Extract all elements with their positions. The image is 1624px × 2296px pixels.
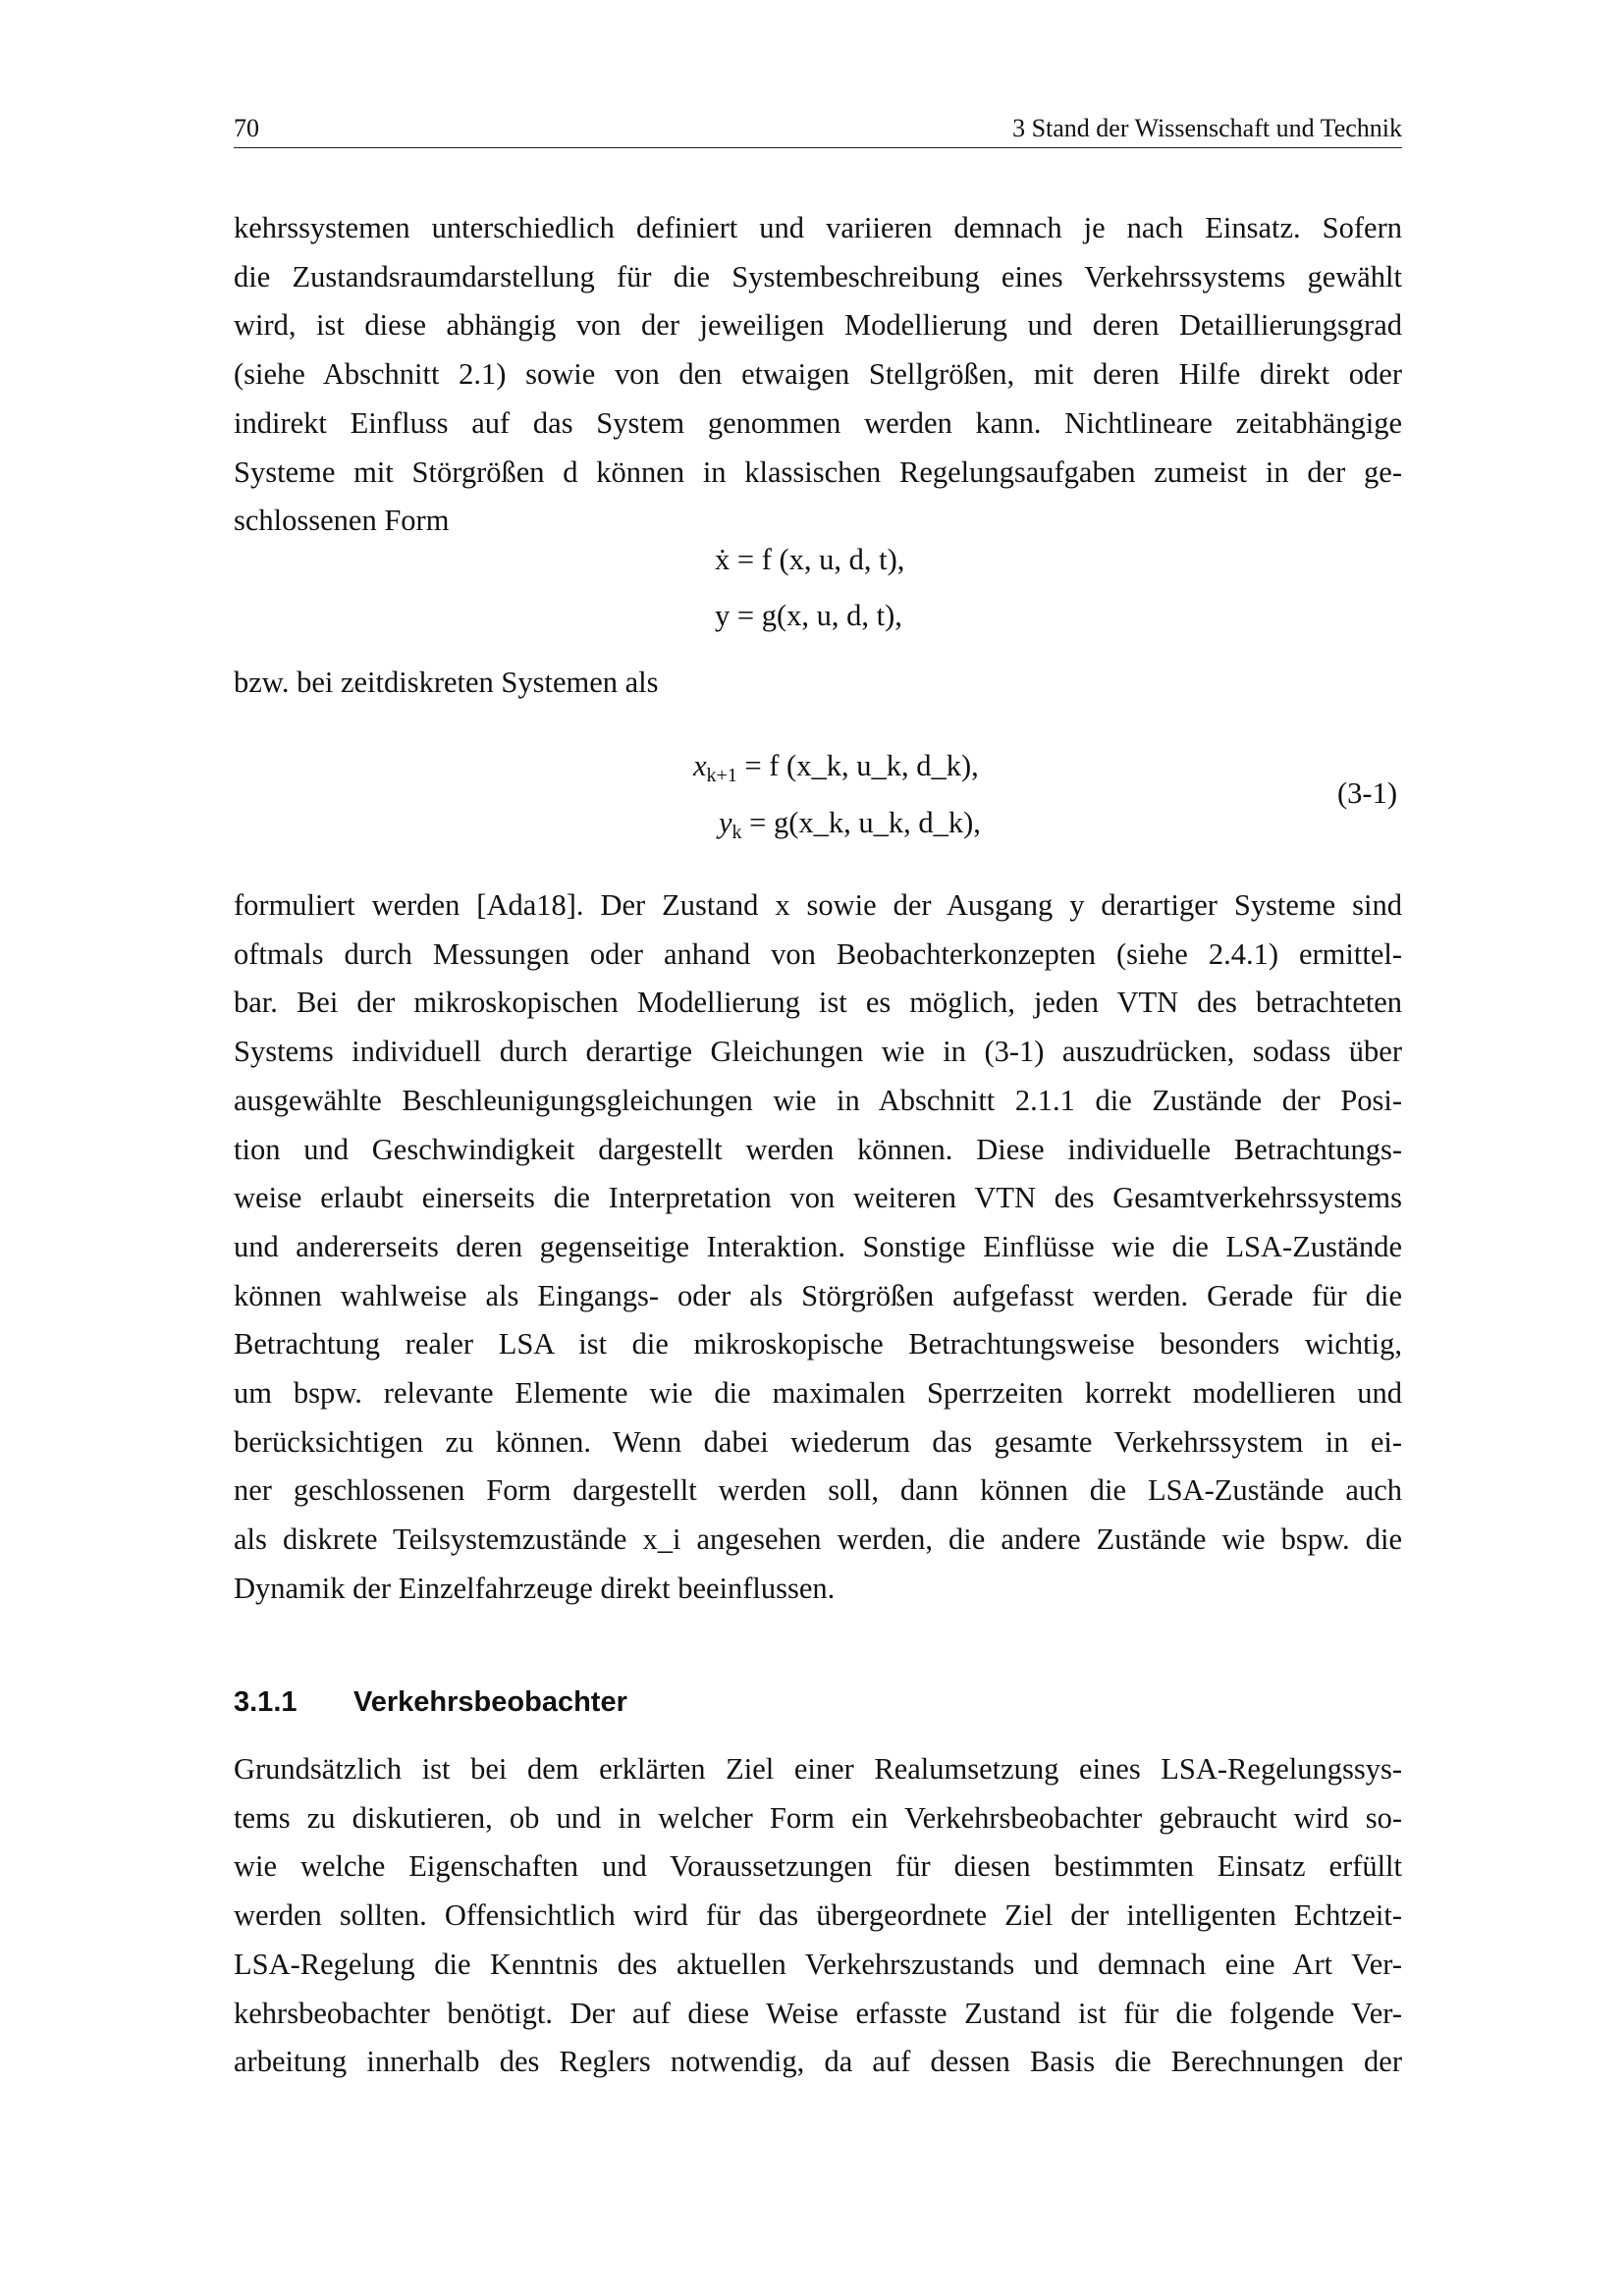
text-line: bar. Bei der mikroskopischen Modellierung ist es möglich, jeden VTN des betrachteten: [234, 986, 1402, 1020]
text-line: Dynamik der Einzelfahrzeuge direkt beeinflussen.: [234, 1571, 836, 1605]
eq-subscript: k: [731, 822, 742, 843]
equation-output-continuous: y = g(x, u, d, t),: [715, 599, 902, 632]
text-line: (siehe Abschnitt 2.1) sowie von den etwaigen Stellgrößen, mit deren Hilfe direkt oder: [234, 357, 1402, 392]
equation-number: (3-1): [1337, 776, 1397, 810]
paragraph-intro: [234, 204, 1402, 546]
text-line: weise erlaubt einerseits die Interpretation von weiteren VTN des Gesamtverkehrssystems: [234, 1181, 1402, 1215]
eq-lhs-y: y: [719, 806, 732, 839]
page-number: 70: [234, 114, 259, 142]
text-line: tems zu diskutieren, ob und in welcher Form ein Verkehrsbeobachter gebraucht wird so-: [234, 1800, 1402, 1835]
chapter-title: 3 Stand der Wissenschaft und Technik: [1012, 114, 1402, 142]
text-line: ausgewählte Beschleunigungsgleichungen wie in Abschnitt 2.1.1 die Zustände der Posi-: [234, 1083, 1402, 1117]
text-line: und andererseits deren gegenseitige Interaktion. Sonstige Einflüsse wie die LSA-Zustände: [234, 1229, 1402, 1263]
text-line: berücksichtigen zu können. Wenn dabei wiederum das gesamte Verkehrssystem in ei-: [234, 1424, 1402, 1459]
text-line: ner geschlossenen Form dargestellt werden soll, dann können die LSA-Zustände auch: [234, 1473, 1402, 1508]
text-line: LSA-Regelung die Kenntnis des aktuellen Verkehrszustands und demnach eine Art Ver-: [234, 1947, 1402, 1981]
eq-rhs: = f (x_k, u_k, d_k),: [744, 749, 979, 782]
text-line: bzw. bei zeitdiskreten Systemen als: [234, 666, 659, 699]
text-line: Systems individuell durch derartige Gleichungen wie in (3-1) auszudrücken, sodass über: [234, 1035, 1402, 1069]
text-line: um bspw. relevante Elemente wie die maximalen Sperrzeiten korrekt modellieren und: [234, 1376, 1402, 1411]
text-line: können wahlweise als Eingangs- oder als Störgrößen aufgefasst werden. Gerade für die: [234, 1278, 1402, 1312]
text-line: indirekt Einfluss auf das System genommen werden kann. Nichtlineare zeitabhängige: [234, 405, 1402, 440]
text-line: werden sollten. Offensichtlich wird für das übergeordnete Ziel der intelligenten Echtzeit-: [234, 1898, 1402, 1933]
eq-lhs-x: x: [693, 749, 707, 782]
text-line: Grundsätzlich ist bei dem erklärten Ziel einer Realumsetzung eines LSA-Regelungssys-: [234, 1752, 1402, 1786]
text-line: wird, ist diese abhängig von der jeweiligen Modellierung und deren Detaillierungsgrad: [234, 308, 1402, 343]
text-line: arbeitung innerhalb des Reglers notwendig, da auf dessen Basis die Berechnungen der: [234, 2045, 1402, 2079]
text-line: tion und Geschwindigkeit dargestellt werden können. Diese individuelle Betrachtungs-: [234, 1132, 1402, 1166]
equation-state-discrete: [693, 749, 979, 786]
text-line: Systeme mit Störgrößen d können in klassischen Regelungsaufgaben zumeist in der ge-: [234, 454, 1402, 489]
section-number: 3.1.1: [234, 1686, 298, 1718]
paragraph-modelling: [234, 881, 1402, 1614]
section-heading: [234, 1686, 627, 1719]
text-line: schlossenen Form: [234, 504, 450, 538]
section-title: Verkehrsbeobachter: [353, 1686, 627, 1718]
text-line: wie welche Eigenschaften und Voraussetzungen für diesen bestimmten Einsatz erfüllt: [234, 1849, 1402, 1884]
text-line: formuliert werden [Ada18]. Der Zustand x sowie der Ausgang y derartiger Systeme sind: [234, 888, 1402, 922]
text-line: Betrachtung realer LSA ist die mikroskopische Betrachtungsweise besonders wichtig,: [234, 1327, 1402, 1362]
text-line: die Zustandsraumdarstellung für die Systembeschreibung eines Verkehrssystems gewählt: [234, 259, 1402, 294]
paragraph-transition: [234, 659, 1402, 708]
text-line: kehrsbeobachter benötigt. Der auf diese Weise erfasste Zustand ist für die folgende Ver-: [234, 1996, 1402, 2030]
text-line: oftmals durch Messungen oder anhand von Beobachterkonzepten (siehe 2.4.1) ermittel-: [234, 936, 1402, 971]
paragraph-observer: [234, 1745, 1402, 2087]
eq-subscript: k+1: [706, 765, 737, 786]
running-header: [234, 114, 1402, 148]
eq-rhs: = g(x_k, u_k, d_k),: [749, 806, 981, 839]
equation-output-discrete: [719, 806, 981, 843]
text-line: kehrssystemen unterschiedlich definiert und variieren demnach je nach Einsatz. Sofern: [234, 211, 1402, 244]
text-line: als diskrete Teilsystemzustände x_i angesehen werden, die andere Zustände wie bspw. die: [234, 1522, 1402, 1557]
equation-state-continuous: ẋ = f (x, u, d, t),: [715, 543, 905, 576]
